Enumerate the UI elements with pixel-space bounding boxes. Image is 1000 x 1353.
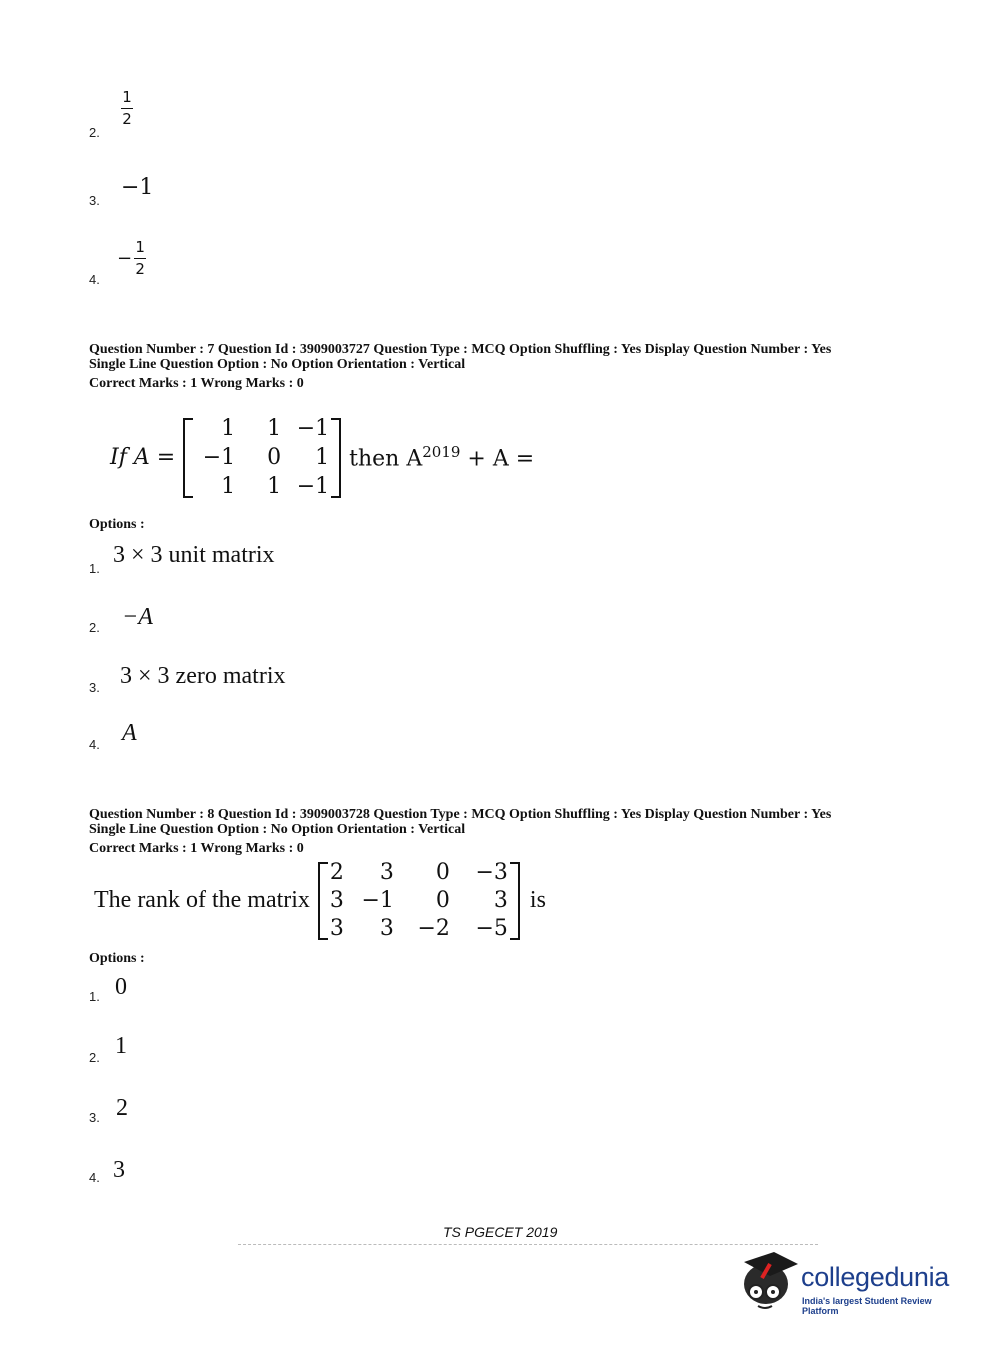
- option-text: 0: [115, 974, 127, 1000]
- matrix-cell: −1: [202, 445, 236, 470]
- fraction-numerator: 1: [135, 238, 145, 256]
- fraction-bar: [121, 108, 133, 109]
- logo-name: collegedunia: [801, 1262, 950, 1292]
- option-text: 1: [115, 1033, 127, 1059]
- fraction-denominator: 2: [135, 260, 145, 278]
- q8-matrix: [318, 860, 520, 941]
- q8-matrix-grid: [328, 860, 510, 941]
- option-number: 2.: [89, 620, 100, 635]
- q7-prefix: If A =: [110, 445, 176, 470]
- matrix-left-bracket: [318, 862, 328, 940]
- q7-marks: Correct Marks : 1 Wrong Marks : 0: [89, 376, 304, 391]
- option-fraction-neg: [117, 240, 146, 277]
- matrix-cell: −3: [475, 860, 508, 885]
- q8-question: [94, 860, 546, 941]
- q8-prefix: The rank of the matrix: [94, 887, 310, 913]
- footer-divider: [238, 1244, 818, 1245]
- option-text: −A: [122, 604, 153, 630]
- option-number: 1.: [89, 561, 100, 576]
- q7-meta-line1: Question Number : 7 Question Id : 3909003727 Question Type : MCQ Option Shuffling : Yes Display Question Number : Yes: [89, 342, 832, 357]
- matrix-cell: 3: [379, 860, 394, 885]
- q8-meta: [89, 807, 909, 837]
- logo-mascot-icon: [740, 1248, 800, 1316]
- matrix-cell: −1: [296, 416, 330, 441]
- q8-meta-line1: Question Number : 8 Question Id : 3909003728 Question Type : MCQ Option Shuffling : Yes Display Question Number : Yes: [89, 807, 832, 822]
- q7-matrix-grid: [193, 416, 331, 499]
- matrix-cell: 3: [329, 916, 344, 941]
- q8-options-label: Options :: [89, 951, 145, 966]
- option-text: 3: [113, 1157, 125, 1183]
- option-text: 2: [116, 1095, 128, 1121]
- q7-suffix-text: then A: [349, 446, 423, 472]
- q7-options-label: Options :: [89, 517, 145, 532]
- q7-meta-line2: Single Line Question Option : No Option Orientation : Vertical: [89, 357, 466, 372]
- matrix-cell: −1: [361, 888, 394, 913]
- matrix-cell: 1: [267, 474, 282, 499]
- option-number: 2.: [89, 125, 100, 140]
- option-number: 3.: [89, 1110, 100, 1125]
- matrix-cell: 2: [329, 860, 344, 885]
- matrix-cell: −2: [417, 916, 450, 941]
- matrix-cell: 1: [221, 474, 236, 499]
- option-number: 4.: [89, 1170, 100, 1185]
- option-number: 3.: [89, 680, 100, 695]
- matrix-cell: 0: [267, 445, 282, 470]
- q7-meta: [89, 342, 909, 372]
- option-number: 1.: [89, 989, 100, 1004]
- fraction-numerator: 1: [122, 88, 132, 106]
- option-number: 2.: [89, 1050, 100, 1065]
- q7-suffix: [349, 443, 534, 471]
- matrix-cell: 0: [435, 888, 450, 913]
- exam-footer: TS PGECET 2019: [443, 1224, 558, 1240]
- fraction-denominator: 2: [122, 110, 132, 128]
- option-number: 4.: [89, 272, 100, 287]
- collegedunia-logo: [740, 1248, 970, 1320]
- matrix-cell: 0: [435, 860, 450, 885]
- matrix-cell: 1: [267, 416, 282, 441]
- matrix-cell: −1: [296, 474, 330, 499]
- matrix-cell: 1: [315, 445, 330, 470]
- option-text: 3 × 3 zero matrix: [120, 663, 286, 689]
- fraction-bar: [134, 258, 146, 259]
- matrix-cell: 3: [379, 916, 394, 941]
- logo-tagline: India's largest Student Review Platform: [802, 1296, 932, 1316]
- matrix-right-bracket: [510, 862, 520, 940]
- q7-matrix: [183, 416, 341, 499]
- matrix-right-bracket: [331, 418, 341, 498]
- matrix-cell: 1: [221, 416, 236, 441]
- matrix-cell: 3: [329, 888, 344, 913]
- q7-question: [110, 416, 534, 499]
- option-number: 3.: [89, 193, 100, 208]
- option-number: 4.: [89, 737, 100, 752]
- q8-suffix: is: [529, 887, 546, 913]
- option-text: 3 × 3 unit matrix: [113, 542, 275, 568]
- option-text: A: [122, 720, 137, 746]
- q8-meta-line2: Single Line Question Option : No Option Orientation : Vertical: [89, 822, 466, 837]
- q7-exponent: 2019: [422, 443, 461, 462]
- matrix-cell: −5: [475, 916, 508, 941]
- option-value: −1: [121, 175, 154, 200]
- matrix-cell: 3: [493, 888, 508, 913]
- q8-marks: Correct Marks : 1 Wrong Marks : 0: [89, 841, 304, 856]
- option-fraction: [121, 90, 133, 127]
- matrix-left-bracket: [183, 418, 193, 498]
- q7-suffix-tail: + A =: [460, 446, 535, 472]
- minus-sign: −: [117, 248, 133, 269]
